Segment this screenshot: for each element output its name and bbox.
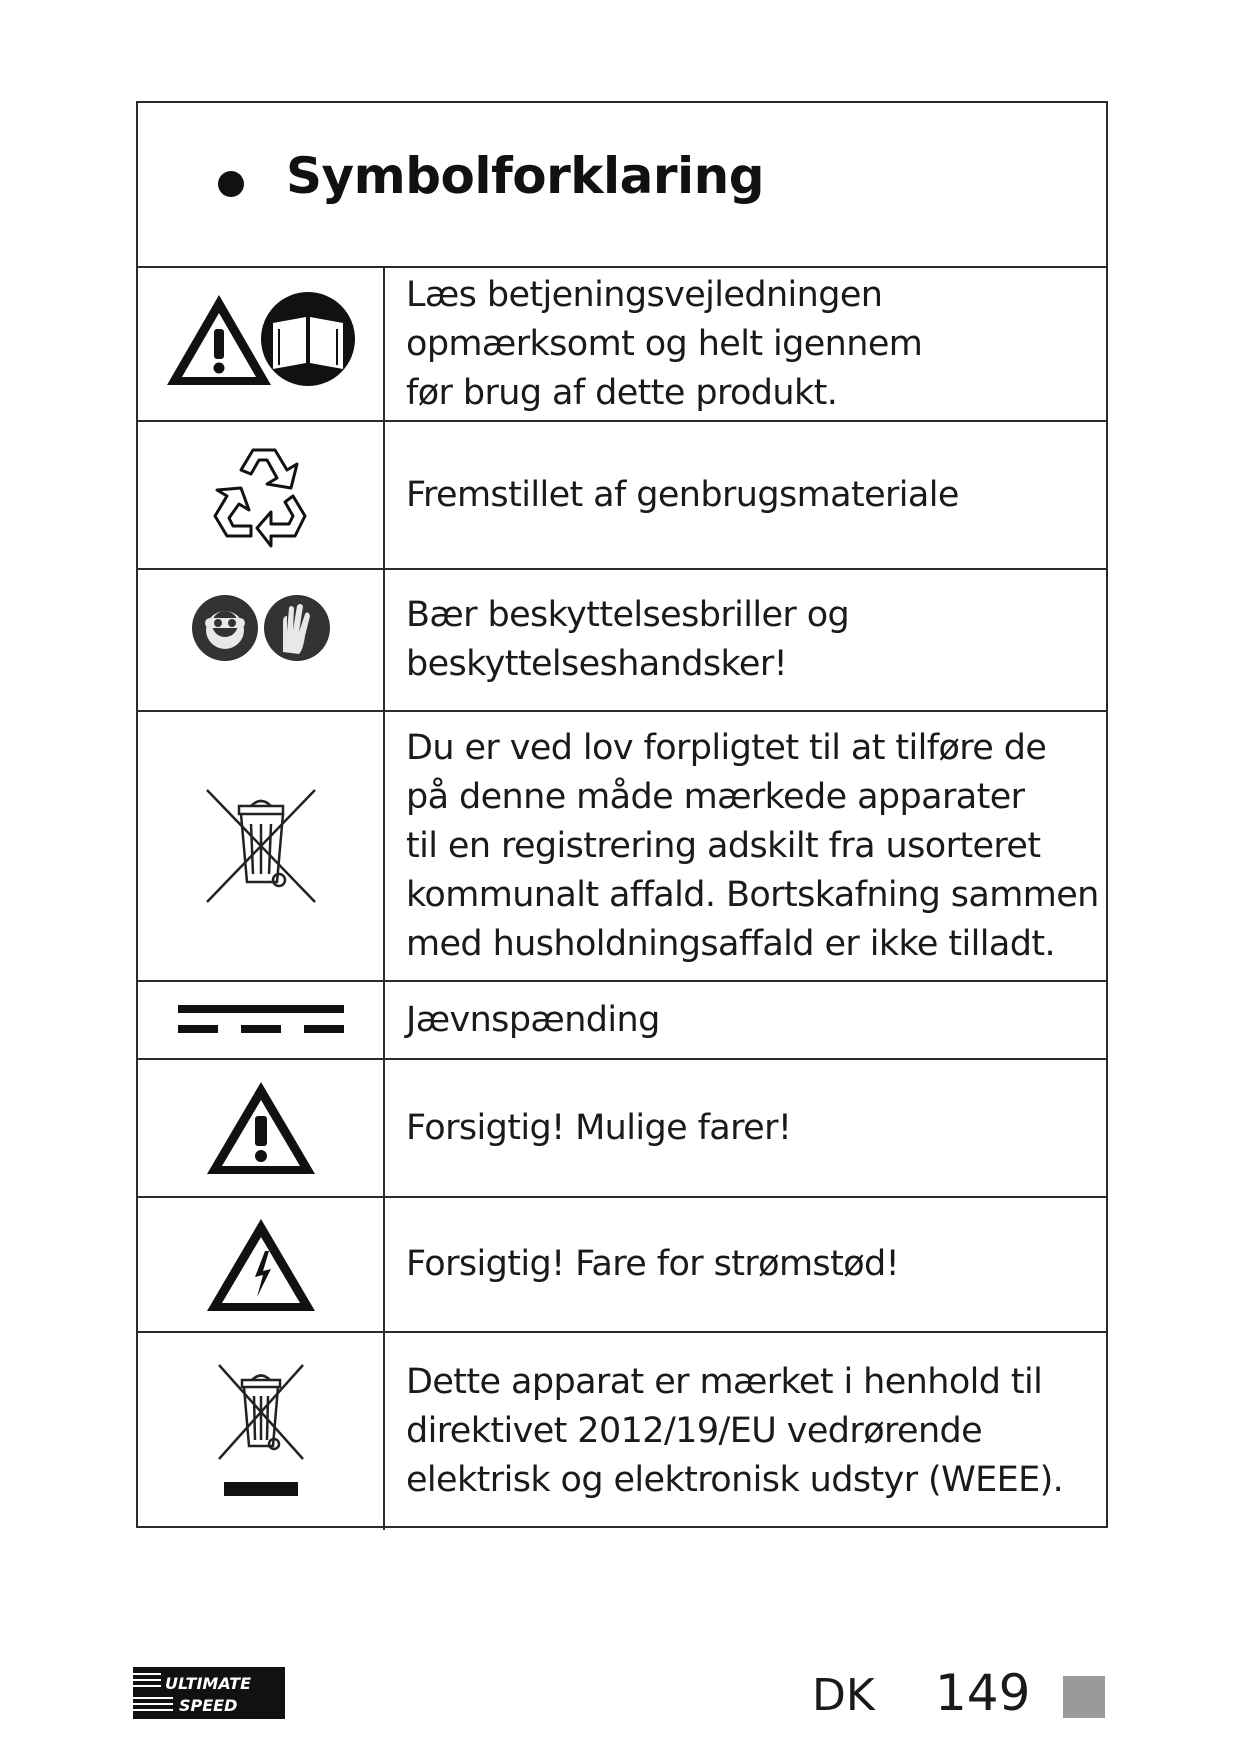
- symbol-description: Dette apparat er mærket i henhold til direktivet 2012/19/EU vedrørende elektrisk og elektronisk udstyr (WEEE).: [406, 1362, 1064, 1500]
- icon-cell: [138, 982, 385, 1058]
- electric-shock-warning-icon: [203, 1215, 319, 1315]
- page-marker: [1063, 1676, 1105, 1718]
- icon-cell: [138, 268, 385, 420]
- icon-cell: [138, 570, 385, 710]
- svg-text:SPEED: SPEED: [179, 1696, 238, 1715]
- table-row: [138, 1198, 1106, 1333]
- table-row: [138, 422, 1106, 570]
- protective-goggles-and-gloves-icon: [191, 592, 331, 664]
- weee-bin-icon: [216, 1362, 306, 1502]
- table-row: [138, 712, 1106, 982]
- symbol-table: [136, 101, 1108, 1528]
- symbol-description: Læs betjeningsvejledningen opmærksomt og helt igennem før brug af dette produkt.: [406, 274, 923, 413]
- symbol-description: Bær beskyttelsesbriller og beskyttelseshandsker!: [406, 595, 850, 684]
- brand-logo: [133, 1667, 285, 1719]
- icon-cell: [138, 422, 385, 568]
- symbol-description: Forsigtig! Mulige farer!: [406, 1107, 792, 1148]
- table-row: [138, 1333, 1106, 1530]
- warning-and-read-manual-icon: [161, 289, 361, 399]
- icon-cell: [138, 1198, 385, 1331]
- symbol-description: Fremstillet af genbrugsmateriale: [406, 474, 959, 515]
- table-row: [138, 982, 1106, 1060]
- page-title: Symbolforklaring: [286, 147, 765, 205]
- page-number: 149: [935, 1664, 1031, 1722]
- table-row: [138, 570, 1106, 712]
- table-row: [138, 1060, 1106, 1198]
- svg-text:ULTIMATE: ULTIMATE: [165, 1674, 252, 1693]
- direct-current-icon: [176, 1003, 346, 1037]
- icon-cell: [138, 712, 385, 980]
- recycling-icon: [201, 440, 321, 550]
- bullet-icon: [218, 171, 244, 197]
- symbol-description: Jævnspænding: [406, 999, 660, 1040]
- language-code: DK: [812, 1670, 875, 1721]
- icon-cell: [138, 1060, 385, 1196]
- table-header: [138, 103, 1106, 268]
- symbol-description: Forsigtig! Fare for strømstød!: [406, 1244, 900, 1284]
- crossed-out-bin-icon: [203, 786, 319, 906]
- table-row: [138, 268, 1106, 422]
- icon-cell: [138, 1333, 385, 1530]
- general-warning-icon: [203, 1078, 319, 1178]
- symbol-description: Du er ved lov forpligtet til at tilføre de på denne måde mærkede apparater til en registrering adskilt fra usorteret kommunalt affald. Bortskafning sammen med husholdningsaffald er ikke tilladt.: [406, 727, 1099, 964]
